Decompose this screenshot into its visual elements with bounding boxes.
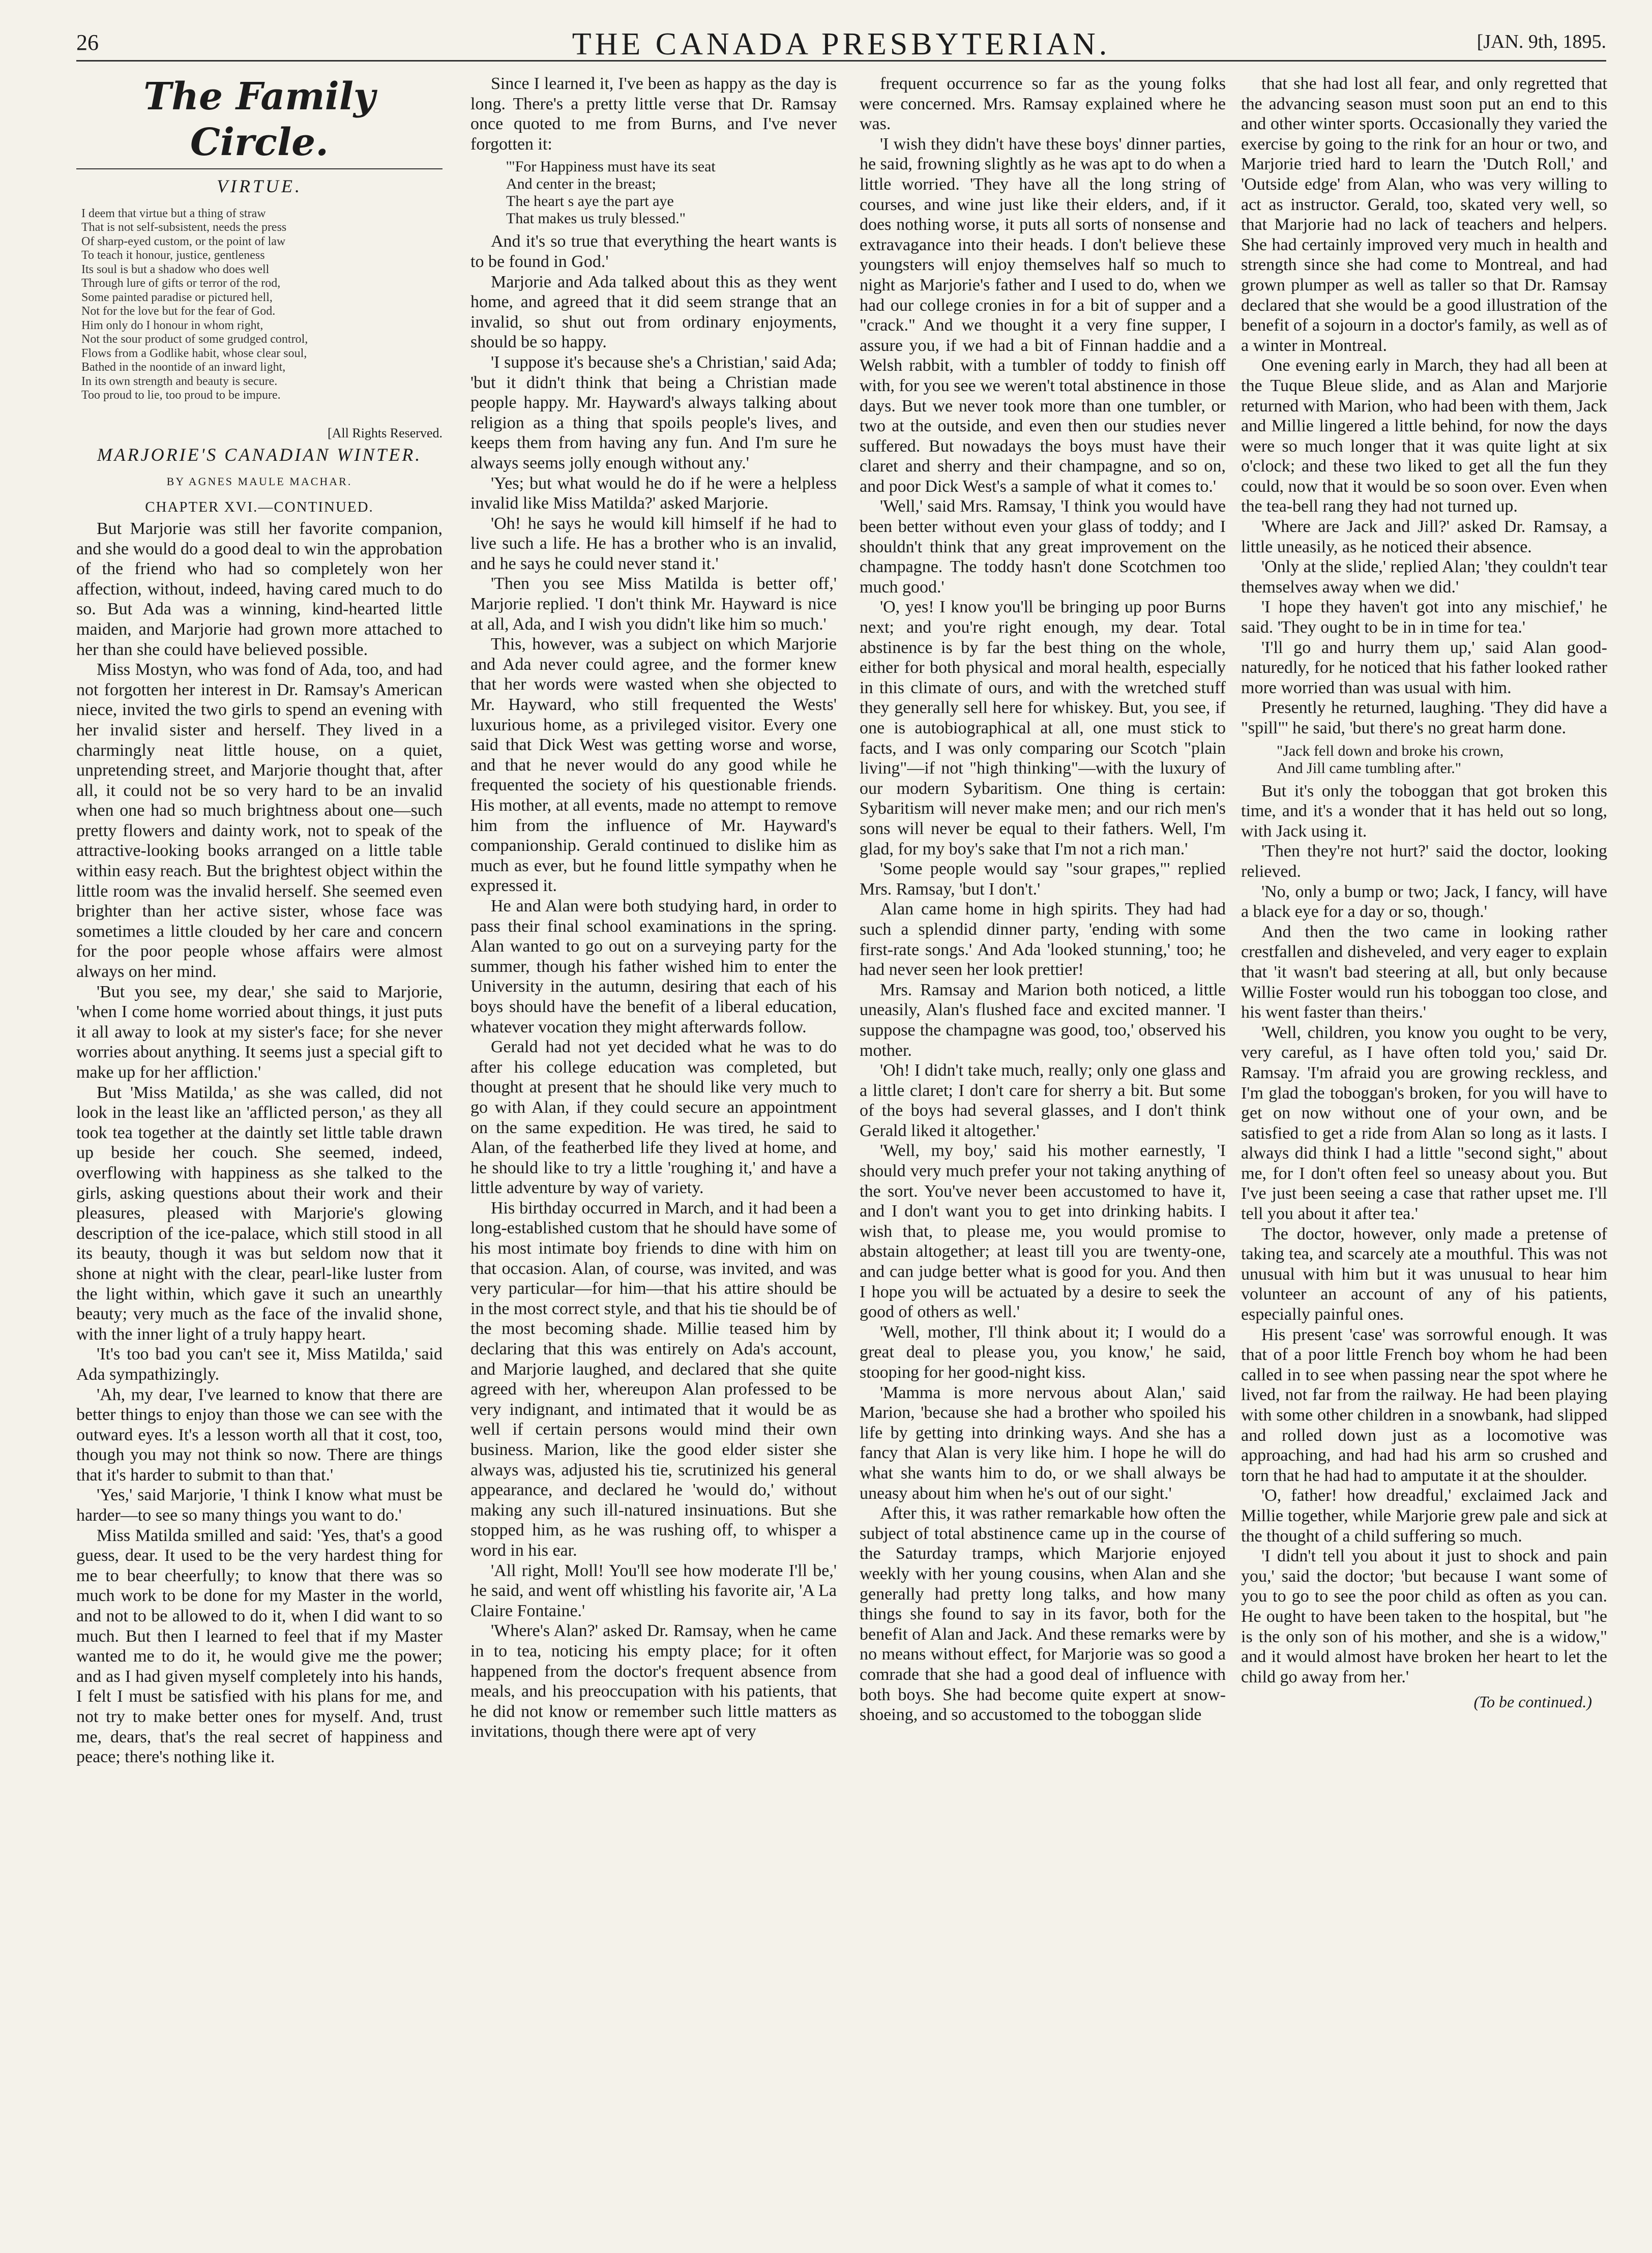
paragraph: 'All right, Moll! You'll see how moderate I'll be,' he said, and went off whistling his favorite air, 'A La Claire Fontaine.' <box>470 1561 837 1620</box>
paragraph: 'Well, mother, I'll think about it; I would do a great deal to please you, you know,' he said, stooping for her good-night kiss. <box>860 1322 1226 1382</box>
burns-verse <box>506 158 837 227</box>
column-4-text-b <box>1241 781 1607 1687</box>
poem-line: That is not self-subsistent, needs the press <box>81 221 287 234</box>
paragraph: 'I wish they didn't have these boys' dinner parties, he said, frowning slightly as he was apt to do when a little worried. 'They have all the long string of courses, and wine just like their elders, and, if it does nothing worse, it puts all sorts of nonsense and extravagance into their heads. I don't believe these youngsters will enjoy themselves half so much to night as Marjorie's father and I used to do, when we had our college cronies in for a bit of supper and a "crack." And we thought it a very fine supper, I assure you, if we had a bit of Finnan haddie and a Welsh rabbit, with a tumbler of toddy to finish off with, for you see we weren't total abstinence in those days. But we never took more than one tumbler, or two at the outside, and even then our studies never suffered. But nowadays the boys must have their claret and sherry and their champagne, and so on, and poor Dick West's a sample of what it comes to.' <box>860 134 1226 496</box>
paragraph: 'Oh! I didn't take much, really; only one glass and a little claret; I don't care for sherry a bit. But some of the boys had several glasses, and I don't think Gerald liked it altogether.' <box>860 1061 1226 1140</box>
paragraph: 'Ah, my dear, I've learned to know that there are better things to enjoy than those we can see with the outward eyes. It's a lesson worth all that it cost, too, though you may not think so now. There are things that it's harder to submit to than that.' <box>76 1385 442 1485</box>
paragraph: His birthday occurred in March, and it had been a long-established custom that he should have some of his most intimate boy friends to dine with him on that occasion. Alan, of course, was invited, and was very particular—for him—that his attire should be in the most correct style, and that his tie should be of the most becoming shade. Millie teased him by declaring that this was entirely on Ada's account, and Marjorie laughed, and declared that she quite agreed with her, whereupon Alan professed to be very indignant, and intimated that it would be as well if certain persons would mind their own business. Marion, like the good elder sister she always was, adjusted his tie, scrutinized his general appearance, and declared he 'would do,' without making any such ill-natured insinuations. But she stopped him, as he was rushing off, to whisper a word in his ear. <box>470 1198 837 1560</box>
poem <box>76 207 442 403</box>
paragraph: 'Mamma is more nervous about Alan,' said Marion, 'because she had a brother who spoiled his life by getting into drinking ways. And she has a fancy that Alan is very like him. I hope he will do what she wants him to do, or we shall always be uneasy about him when he's out of our sight.' <box>860 1383 1226 1503</box>
paragraph: 'Only at the slide,' replied Alan; 'they couldn't tear themselves away when we did.' <box>1241 557 1607 597</box>
paragraph: After this, it was rather remarkable how often the subject of total abstinence came up in the course of the Saturday tramps, which Marjorie enjoyed weekly with her young cousins, when Alan and she generally had pretty long talks, and how many things she found to say in its favor, both for the benefit of Alan and Jack. And these remarks were by no means without effect, for Marjorie was so good a comrade that she had a good deal of influence with both boys. She had become quite expert at snow-shoeing, and so accustomed to the toboggan slide <box>860 1504 1226 1725</box>
paragraph: This, however, was a subject on which Marjorie and Ada never could agree, and the former knew that her words were wasted when she objected to Mr. Hayward, who still frequented the Wests' luxurious home, as a privileged visitor. Every one said that Dick West was getting worse and worse, and that he never would do any good while he frequented the society of his questionable friends. His mother, at all events, made no attempt to remove him from the influence of Mr. Hayward's companionship. Gerald continued to dislike him as much as ever, but he found little sympathy when he expressed it. <box>470 635 837 896</box>
poem-line: Him only do I honour in whom right, <box>81 318 263 332</box>
column-1 <box>76 74 442 2189</box>
paragraph: Miss Matilda smilled and said: 'Yes, that's a good guess, dear. It used to be the very hardest thing for me to bear cheerfully; to know that there was so much work to be done for my Master in the world, and not to be allowed to do it, when I did want to so much. But then I learned to feel that if my Master wanted me to do it, he would give me the power; and as I had given myself completely into his hands, I felt I must be satisfied with his plans for me, and not try to make better ones for myself. And, trust me, dears, that's the real secret of happiness and peace; there's nothing like it. <box>76 1526 442 1767</box>
poem-line: To teach it honour, justice, gentleness <box>81 249 265 262</box>
verse-line: '"For Happiness must have its seat <box>506 158 716 175</box>
paragraph: 'I'll go and hurry them up,' said Alan good-naturedly, for he noticed that his father looked rather more worried than was usual with him. <box>1241 638 1607 697</box>
column-2-text-a <box>470 74 837 154</box>
paragraph: Gerald had not yet decided what he was to do after his college education was completed, but thought at present that he should like very much to go with Alan, if they could secure an appointment on the same expedition. He was tired, he said to Alan, of the featherbed life they lived at home, and he should like to try a little 'roughing it,' and have a little adventure by way of variety. <box>470 1037 837 1198</box>
paragraph: Mrs. Ramsay and Marion both noticed, a little uneasily, Alan's flushed face and excited manner. 'I suppose the champagne was good, too,' observed his mother. <box>860 980 1226 1060</box>
paragraph: frequent occurrence so far as the young folks were concerned. Mrs. Ramsay explained where he was. <box>860 74 1226 134</box>
poem-line: I deem that virtue but a thing of straw <box>81 206 266 220</box>
paragraph: 'Then you see Miss Matilda is better off,' Marjorie replied. 'I don't think Mr. Hayward is nice at all, Ada, and I wish you didn't like him so much.' <box>470 574 837 634</box>
column-4-text-a <box>1241 74 1607 738</box>
paragraph: 'Where are Jack and Jill?' asked Dr. Ramsay, a little uneasily, as he noticed their absence. <box>1241 517 1607 556</box>
paragraph: that she had lost all fear, and only regretted that the advancing season must soon put an end to this and other winter sports. Occasionally they varied the exercise by going to the rink for an hour or two, and Marjorie tried hard to learn the 'Dutch Roll,' and 'Outside edge' from Alan, who was very willing to act as instructor. Gerald, too, skated very well, so that Marjorie had no lack of teachers and helpers. She had certainly improved very much in health and strength since she had come to Montreal, and had grown plumper as well as taller so that Dr. Ramsay declared that she would be a good illustration of the benefit of a sojourn in a doctor's family, as well as of a winter in Montreal. <box>1241 74 1607 355</box>
paragraph: 'It's too bad you can't see it, Miss Matilda,' said Ada sympathizingly. <box>76 1345 442 1384</box>
verse-line: That makes us truly blessed." <box>506 210 686 227</box>
issue-date: [JAN. 9th, 1895. <box>1477 31 1606 52</box>
verse-line: And Jill came tumbling after." <box>1277 759 1462 777</box>
masthead-rule <box>76 60 1606 62</box>
poem-line: Of sharp-eyed custom, or the point of law <box>81 234 286 248</box>
chapter-heading: CHAPTER XVI.—CONTINUED. <box>145 499 374 516</box>
column-1-text <box>76 519 442 1767</box>
page-number: 26 <box>76 30 99 55</box>
poem-line: Through lure of gifts or terror of the rod, <box>81 277 281 290</box>
poem-line: Not the sour product of some grudged control, <box>81 333 308 346</box>
paragraph: But 'Miss Matilda,' as she was called, did not look in the least like an 'afflicted person,' as they all took tea together at the daintly set little table drawn up beside her couch. She seemed, indeed, overflowing with happiness as she talked to the girls, asking questions about their work and their pleasures, pleased with Marjorie's glowing description of the ice-palace, which still stood in all its beauty, though it was but seldom now that it shone at night with the clear, pearl-like luster from the light within, which gave it such an unearthly beauty; very much as the face of the invalid shone, with the inner light of a truly happy heart. <box>76 1083 442 1344</box>
paragraph: 'I didn't tell you about it just to shock and pain you,' said the doctor; 'but because I want some of you to go to see the poor child as often as you can. He ought to have been taken to the hospital, but "he is the only son of his mother, and she is a widow," and it would almost have broken her heart to let the child go away from her.' <box>1241 1547 1607 1686</box>
poem-line: Its soul is but a shadow who does well <box>81 262 270 276</box>
paragraph: 'Yes; but what would he do if he were a helpless invalid like Miss Matilda?' asked Marjorie. <box>470 473 837 513</box>
paragraph: But it's only the toboggan that got broken this time, and it's a wonder that it has held out so long, with Jack using it. <box>1241 781 1607 841</box>
paragraph: 'Well,' said Mrs. Ramsay, 'I think you would have been better without even your glass of toddy; and I shouldn't think that any great improvement on the champagne. The toddy hasn't done Scotchmen too much good.' <box>860 497 1226 597</box>
paragraph: 'Oh! he says he would kill himself if he had to live such a life. He has a brother who is an invalid, and he says he could never stand it.' <box>470 514 837 573</box>
paragraph: Since I learned it, I've been as happy as the day is long. There's a pretty little verse that Dr. Ramsay once quoted to me from Burns, and I've never forgotten it: <box>470 74 837 154</box>
poem-line: In its own strength and beauty is secure. <box>81 374 278 388</box>
section-title: The Family Circle. <box>76 74 442 169</box>
paragraph: 'Well, children, you know you ought to be very, very careful, as I have often told you,' said Dr. Ramsay. 'I'm afraid you are growing reckless, and I'm glad the toboggan's broken, for you will have to get on now without one of your own, and be satisfied to get a ride from Alan so long as it lasts. I always did think I had a little "second sight," about me, for I don't often feel so uneasy about you. But I've just been seeing a case that rather upset me. I'll tell you about it after tea.' <box>1241 1023 1607 1224</box>
paragraph: Presently he returned, laughing. 'They did have a "spill"' he said, 'but there's no great harm done. <box>1241 698 1607 737</box>
paragraph: The doctor, however, only made a pretense of taking tea, and scarcely ate a mouthful. This was not unusual with him but it was unusual to hear him volunteer an account of any of his patients, especially painful ones. <box>1241 1224 1607 1324</box>
paragraph: One evening early in March, they had all been at the Tuque Bleue slide, and as Alan and Marjorie returned with Marion, who had been with them, Jack and Millie lingered a little behind, for now the days were so much longer that it was quite light at six o'clock; and these two liked to get all the fun they could, now that it would be so soon over. Even when the tea-bell rang they had not turned up. <box>1241 356 1607 516</box>
column-3-text <box>860 74 1226 1725</box>
paragraph: 'Yes,' said Marjorie, 'I think I know what must be harder—to see so many things you want to do.' <box>76 1486 442 1525</box>
paragraph: Alan came home in high spirits. They had had such a splendid dinner party, 'ending with some first-rate songs.' And Ada 'looked stunning,' too; he had never seen her look prettier! <box>860 900 1226 980</box>
to-be-continued: (To be continued.) <box>1473 1693 1592 1711</box>
paragraph: 'Where's Alan?' asked Dr. Ramsay, when he came in to tea, noticing his empty place; for it often happened from the doctor's frequent absence from meals, and his preoccupation with his patients, that he did not know or remember such little matters as invitations, though there were apt of very <box>470 1621 837 1741</box>
paragraph: Marjorie and Ada talked about this as they went home, and agreed that it did seem strange that an invalid, so shut out from ordinary enjoyments, should be so happy. <box>470 272 837 352</box>
paragraph: 'Then they're not hurt?' said the doctor, looking relieved. <box>1241 842 1607 881</box>
poem-line: Too proud to lie, too proud to be impure. <box>81 389 281 402</box>
nursery-rhyme-verse <box>1277 743 1607 777</box>
poem-line: Some painted paradise or pictured hell, <box>81 290 273 304</box>
column-2 <box>470 74 837 2189</box>
paragraph: 'Well, my boy,' said his mother earnestly, 'I should very much prefer your not taking anything of the sort. You've never been accustomed to have it, and I don't want you to get into drinking habits. I wish that, to please me, you would promise to abstain altogether; at least till you are twenty-one, and can judge better what is good for you. And then I hope you will be actuated by a desire to seek the good of others as well.' <box>860 1141 1226 1322</box>
paragraph: He and Alan were both studying hard, in order to pass their final school examinations in the spring. Alan wanted to go out on a surveying party for the summer, though his father wished him to enter the University in the autumn, desiring that each of his boys should have the benefit of a liberal education, whatever vocation they might afterwards follow. <box>470 896 837 1036</box>
poem-line: Bathed in the noontide of an inward light, <box>81 361 286 374</box>
paragraph: 'O, yes! I know you'll be bringing up poor Burns next; and you're right enough, my dear. Total abstinence is by far the best thing on the whole, either for both physical and moral health, especially in this climate of ours, and with the wretched stuff they generally sell here for whiskey. But, you see, if one is autobiographical at all, one must stick to facts, and I was only comparing our Scotch "plain living"—if not "high thinking"—with the luxury of our modern Sybaritism. One thing is certain: Sybaritism will never make men; and our rich men's sons will never be equal to their fathers. Well, I'm glad, for my boy's sake that I'm not a rich man.' <box>860 598 1226 858</box>
paragraph: And it's so true that everything the heart wants is to be found in God.' <box>470 232 837 271</box>
newspaper-title: THE CANADA PRESBYTERIAN. <box>572 27 1111 62</box>
paragraph: 'No, only a bump or two; Jack, I fancy, will have a black eye for a day or so, though.' <box>1241 882 1607 922</box>
paragraph: 'Some people would say "sour grapes,"' replied Mrs. Ramsay, 'but I don't.' <box>860 859 1226 899</box>
paragraph: 'O, father! how dreadful,' exclaimed Jack and Millie together, while Marjorie grew pale and sick at the thought of a child suffering so much. <box>1241 1486 1607 1546</box>
paragraph: 'I hope they haven't got into any mischief,' he said. 'They ought to be in in time for tea.' <box>1241 598 1607 637</box>
column-3 <box>860 74 1226 2189</box>
paragraph: But Marjorie was still her favorite companion, and she would do a good deal to win the approbation of the friend who had so completely won her affection, without, indeed, having cared much to do so. But Ada was a winning, kind-hearted little maiden, and Marjorie had grown more attached to her than she could have believed possible. <box>76 519 442 659</box>
paragraph: His present 'case' was sorrowful enough. It was that of a poor little French boy whom he had been called in to see when passing near the spot where he lived, not far from the railway. He had been playing with some other children in a snowbank, had slipped and rolled down just as a locomotive was approaching, and had had his arm so crushed and torn that he had had to amputate it at the shoulder. <box>1241 1325 1607 1485</box>
rights-notice: [All Rights Reserved. <box>327 425 442 440</box>
paragraph: 'But you see, my dear,' she said to Marjorie, 'when I come home worried about things, it just puts it all away to look at my sister's face; for she never worries about anything. It seems just a special gift to make up for her affliction.' <box>76 982 442 1082</box>
poem-line: Not for the love but for the fear of God. <box>81 305 276 318</box>
paragraph: 'I suppose it's because she's a Christian,' said Ada; 'but it didn't think that being a Christian made people happy. Mr. Hayward's always talking about religion as a thing that spoils people's lives, and keeps them from having any fun. And I'm sure he always seems jolly enough without any.' <box>470 352 837 472</box>
paragraph: And then the two came in looking rather crestfallen and disheveled, and very eager to explain that 'it wasn't bad steering at all, but only because Willie Foster would run his toboggan too close, and his went faster than theirs.' <box>1241 922 1607 1022</box>
story-byline: BY AGNES MAULE MACHAR. <box>166 475 352 488</box>
poem-title: VIRTUE. <box>217 176 302 196</box>
verse-line: The heart s aye the part aye <box>506 193 674 210</box>
poem-line: Flows from a Godlike habit, whose clear soul, <box>81 346 307 360</box>
column-2-text-b <box>470 231 837 1742</box>
story-title: MARJORIE'S CANADIAN WINTER. <box>97 444 422 465</box>
verse-line: And center in the breast; <box>506 175 656 193</box>
column-4 <box>1241 74 1607 2189</box>
verse-line: "Jack fell down and broke his crown, <box>1277 742 1504 759</box>
paragraph: Miss Mostyn, who was fond of Ada, too, and had not forgotten her interest in Dr. Ramsay's American niece, invited the two girls to spend an evening with her invalid sister and herself. They lived in a charmingly neat little house, on a quiet, unpretending street, and Marjorie thought that, after all, it could not be so very hard to be an invalid when one had so much brightness about one—such pretty flowers and dainty work, not to speak of the attractive-looking books arranged on a little table within easy reach. But the brightest object within the little room was the invalid herself. She seemed even brighter than her active sister, whose face was sometimes a little clouded by her care and concern for the poor people whose affairs were almost always on her mind. <box>76 660 442 982</box>
